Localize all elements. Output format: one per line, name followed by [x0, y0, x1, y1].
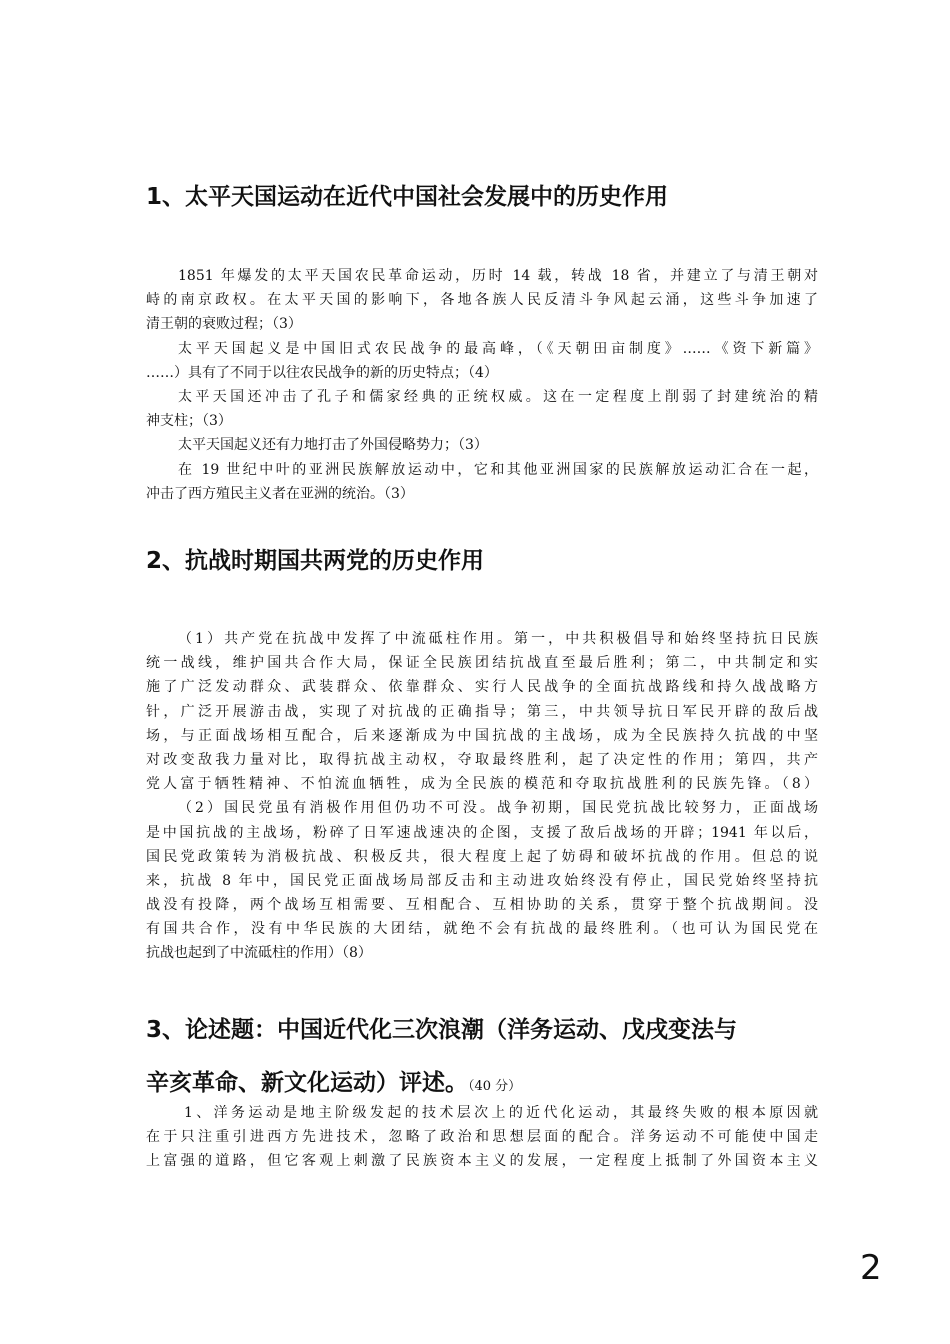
text-line: 党人富于牺牲精神、不怕流血牺牲，成为全民族的模范和夺取抗战胜利的民族先锋。（8） — [146, 776, 818, 793]
text-line: 对改变敌我力量对比，取得抗战主动权，夺取最终胜利，起了决定性的作用；第四，共产 — [146, 751, 818, 768]
text-line: 1851 年爆发的太平天国农民革命运动，历时 14 载，转战 18 省，并建立了与清王朝对 — [178, 268, 818, 284]
text-line: 是中国抗战的主战场，粉碎了日军速战速决的企图，支援了敌后战场的开辟；1941 年以后， — [146, 824, 818, 841]
section-1-heading: 1、太平天国运动在近代中国社会发展中的历史作用 — [146, 184, 669, 210]
text-line: 上富强的道路，但它客观上刺激了民族资本主义的发展，一定程度上抵制了外国资本主义 — [146, 1153, 818, 1170]
text-line: （1）共产党在抗战中发挥了中流砥柱作用。第一，中共积极倡导和始终坚持抗日民族 — [178, 631, 818, 647]
text-line: （2）国民党虽有消极作用但仍功不可没。战争初期，国民党抗战比较努力，正面战场 — [178, 800, 818, 817]
text-line: 峙的南京政权。在太平天国的影响下，各地各族人民反清斗争风起云涌，这些斗争加速了 — [146, 292, 818, 309]
section-1-body — [146, 264, 818, 506]
text-line: 场，与正面战场相互配合，后来逐渐成为中国抗战的主战场，成为全民族持久抗战的中坚 — [146, 727, 818, 744]
section-3-heading-text: 辛亥革命、新文化运动）评述。 — [146, 1070, 468, 1096]
text-line: 针，广泛开展游击战，实现了对抗战的正确指导；第三，中共领导抗日军民开辟的敌后战 — [146, 703, 818, 720]
text-line: 太平天国起义还有力地打击了外国侵略势力；（3） — [178, 437, 488, 454]
text-line: 清王朝的衰败过程；（3） — [146, 316, 302, 333]
section-2-body — [146, 627, 818, 966]
text-line: ……）具有了不同于以往农民战争的新的历史特点；（4） — [146, 364, 498, 381]
text-line: 有国共合作，没有中华民族的大团结，就绝不会有抗战的最终胜利。（也可认为国民党在 — [146, 921, 818, 938]
text-line: 冲击了西方殖民主义者在亚洲的统治。（3） — [146, 485, 414, 502]
text-line: 国民党政策转为消极抗战、积极反共，很大程度上起了妨碍和破坏抗战的作用。但总的说 — [146, 848, 818, 865]
text-line: 抗战也起到了中流砥柱的作用）（8） — [146, 945, 372, 962]
text-line: 来，抗战 8 年中，国民党正面战场局部反击和主动进攻始终没有停止，国民党始终坚持抗 — [146, 872, 818, 889]
section-2-heading: 2、抗战时期国共两党的历史作用 — [146, 548, 485, 574]
page-number: 2 — [860, 1248, 882, 1288]
text-line: 太平天国起义是中国旧式农民战争的最高峰，（《天朝田亩制度》……《资下新篇》 — [178, 340, 818, 357]
text-line: 战没有投降，两个战场互相需要、互相配合、互相协助的关系，贯穿于整个抗战期间。没 — [146, 897, 818, 914]
text-line: 统一战线，维护国共合作大局，保证全民族团结抗战直至最后胜利；第二，中共制定和实 — [146, 655, 818, 672]
text-line: 神支柱；（3） — [146, 413, 232, 430]
text-line: 在 19 世纪中叶的亚洲民族解放运动中，它和其他亚洲国家的民族解放运动汇合在一起， — [178, 461, 818, 478]
text-line: 太平天国还冲击了孔子和儒家经典的正统权威。这在一定程度上削弱了封建统治的精 — [178, 388, 818, 405]
section-3-heading-line-1: 3、论述题：中国近代化三次浪潮（洋务运动、戊戌变法与 — [146, 1017, 738, 1043]
section-3-heading-line-2 — [146, 1064, 826, 1097]
section-3-points: （40 分） — [468, 1079, 522, 1094]
text-line: 在于只注重引进西方先进技术，忽略了政治和思想层面的配合。洋务运动不可能使中国走 — [146, 1129, 818, 1146]
text-line: 1、洋务运动是地主阶级发起的技术层次上的近代化运动，其最终失败的根本原因就 — [184, 1105, 818, 1121]
text-line: 施了广泛发动群众、武装群众、依靠群众、实行人民战争的全面抗战路线和持久战战略方 — [146, 679, 818, 696]
section-3-body — [146, 1101, 818, 1174]
